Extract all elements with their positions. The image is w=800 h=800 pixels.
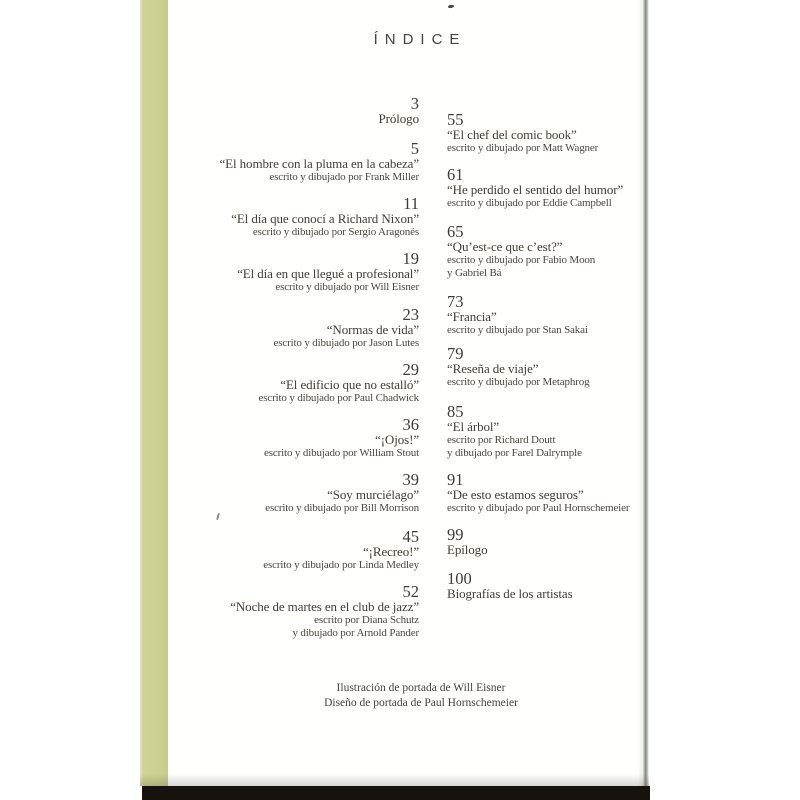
toc-entry: [447, 224, 647, 279]
toc-entry: [447, 294, 647, 337]
toc-page-number: 73: [447, 292, 464, 311]
toc-entry-credit: escrito y dibujado por Eddie Campbell: [447, 197, 612, 209]
toc-entry: [447, 167, 647, 210]
toc-entry: [447, 472, 647, 515]
page-title: ÍNDICE: [373, 31, 467, 48]
toc-entry-credit: escrito y dibujado por Stan Sakai: [447, 324, 588, 336]
cover-bottom-edge: [142, 786, 650, 800]
toc-entry-title: “El día en que llegué a profesional”: [237, 266, 419, 281]
toc-page-number: 52: [402, 582, 419, 601]
toc-entry: [170, 472, 419, 515]
toc-page-number: 55: [447, 110, 464, 129]
toc-entry-credit: escrito y dibujado por Paul Chadwick: [258, 392, 419, 404]
toc-entry-credit: escrito y dibujado por William Stout: [264, 447, 419, 459]
toc-entry: [170, 362, 419, 405]
toc-entry: [170, 196, 419, 239]
toc-entry-credit: escrito y dibujado por Will Eisner: [275, 281, 419, 293]
toc-entry-credit: escrito y dibujado por Paul Hornschemeier: [447, 502, 630, 514]
toc-entry: [170, 529, 419, 572]
toc-entry: [170, 417, 419, 460]
toc-page-number: 45: [402, 527, 419, 546]
toc-entry-credit: escrito por Richard Doutt: [447, 434, 556, 446]
toc-page-number: 39: [402, 470, 419, 489]
cover-illustration-credit: Ilustración de portada de Will Eisner: [336, 682, 506, 694]
toc-page-number: 79: [447, 344, 464, 363]
toc-page-number: 19: [402, 249, 419, 268]
cover-design-credit: Diseño de portada de Paul Hornschemeier: [324, 696, 518, 709]
toc-page-number: 36: [402, 415, 419, 434]
toc-page-number: 5: [410, 139, 419, 158]
toc-entry: [170, 584, 419, 639]
toc-entry-credit: escrito por Diana Schutz: [314, 614, 419, 626]
toc-entry: [447, 527, 647, 557]
toc-entry-title: “Normas de vida”: [326, 322, 419, 337]
toc-entry-credit: escrito y dibujado por Bill Morrison: [265, 502, 419, 514]
toc-entry-title: Epílogo: [447, 542, 488, 557]
toc-page-number: 29: [402, 360, 419, 379]
toc-right-column: [447, 0, 647, 786]
toc-entry-title: “¡Recreo!”: [362, 544, 419, 559]
toc-entry: [170, 251, 419, 294]
toc-entry: [447, 346, 647, 389]
toc-page-number: 3: [410, 94, 419, 113]
toc-page-number: 65: [447, 222, 464, 241]
toc-page-number: 11: [403, 194, 419, 213]
toc-entry-title: “El día que conocí a Richard Nixon”: [231, 211, 419, 226]
toc-page-number: 23: [402, 305, 419, 324]
toc-entry-title: “Noche de martes en el club de jazz”: [230, 599, 419, 614]
toc-entry-title: Prólogo: [378, 111, 419, 126]
toc-entry: [447, 404, 647, 459]
toc-left-column: [170, 0, 419, 786]
spine-green-strip: [140, 0, 168, 786]
toc-entry-title: Biografías de los artistas: [447, 586, 573, 601]
toc-entry-credit: escrito y dibujado por Matt Wagner: [447, 142, 599, 154]
toc-page-number: 85: [447, 402, 464, 421]
toc-entry: [447, 571, 647, 601]
cover-credits: [170, 681, 672, 710]
toc-entry-credit: escrito y dibujado por Fabio Moon: [447, 254, 596, 266]
toc-entry-title: “Francia”: [447, 309, 497, 324]
toc-entry-title: “El chef del comic book”: [447, 127, 577, 142]
toc-entry-credit: escrito y dibujado por Frank Miller: [269, 171, 419, 183]
toc-entry-title: “Soy murciélago”: [327, 487, 419, 502]
toc-entry-credit: escrito y dibujado por Jason Lutes: [273, 337, 419, 349]
toc-entry-title: “El hombre con la pluma en la cabeza”: [219, 156, 419, 171]
toc-entry: [170, 307, 419, 350]
toc-entry-title: “El edificio que no estalló”: [280, 377, 419, 392]
toc-entry-title: “He perdido el sentido del humor”: [447, 182, 624, 197]
toc-entry-title: “¡Ojos!”: [375, 432, 419, 447]
toc-entry-credit: y dibujado por Farel Dalrymple: [447, 446, 582, 459]
toc-entry-credit: escrito y dibujado por Sergio Aragonés: [252, 226, 419, 238]
toc-entry-credit: y Gabriel Bá: [447, 266, 502, 279]
toc-entry: [447, 112, 647, 155]
toc-entry: [170, 96, 419, 126]
toc-entry-credit: y dibujado por Arnold Pander: [292, 626, 419, 639]
toc-entry-title: “Qu’est-ce que c’est?”: [447, 239, 563, 254]
toc-entry-title: “El árbol”: [447, 419, 500, 434]
toc-page-number: 100: [447, 569, 472, 588]
toc-entry-credit: escrito y dibujado por Linda Medley: [263, 559, 419, 571]
toc-entry-title: “Reseña de viaje”: [447, 361, 539, 376]
toc-page-number: 61: [447, 165, 464, 184]
toc-entry: [170, 141, 419, 184]
toc-entry-credit: escrito y dibujado por Metaphrog: [447, 376, 590, 388]
toc-entry-title: “De esto estamos seguros”: [447, 487, 584, 502]
toc-page-number: 99: [447, 525, 464, 544]
toc-page-number: 91: [447, 470, 464, 489]
